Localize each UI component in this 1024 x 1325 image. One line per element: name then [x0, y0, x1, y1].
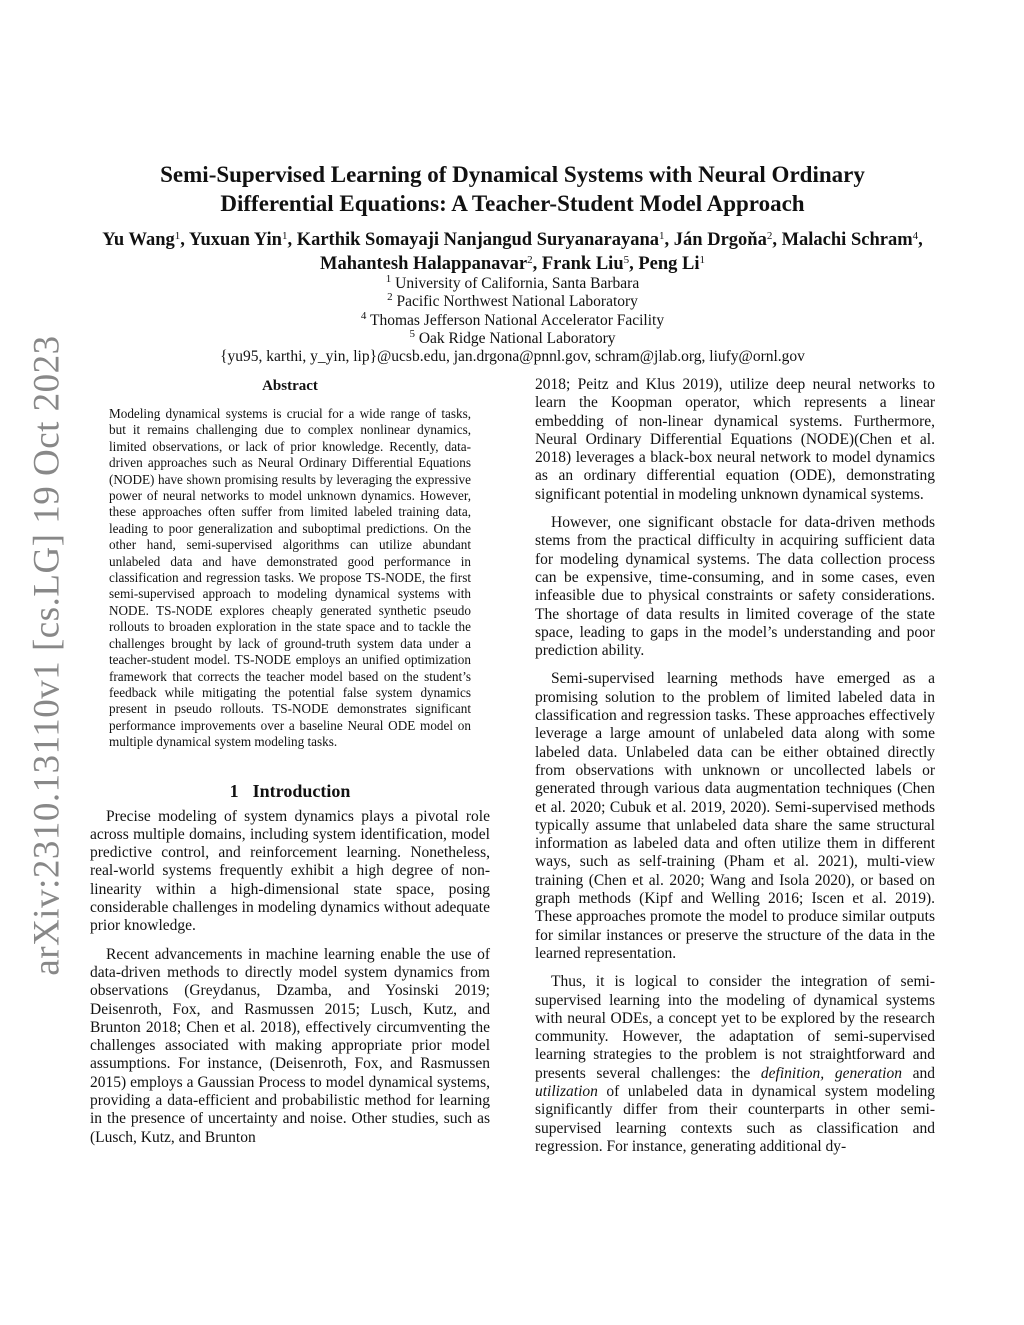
right-column — [535, 376, 935, 1156]
title-line-1: Semi-Supervised Learning of Dynamical Systems with Neural Ordinary — [160, 162, 865, 187]
abstract-text: Modeling dynamical systems is crucial for a wide range of tasks, but it remains challenging due to complex nonlinear dynamics, limited observations, or lack of prior knowledge. Recently, data-driven approaches such as Neural Ordinary Differential Equations (NODE) have shown promising results by leveraging the expressive power of neural networks to model unknown dynamics. However, these approaches often suffer from limited labeled training data, leading to poor generalization and suboptimal predictions. On the other hand, semi-supervised algorithms can utilize abundant unlabeled data and have demonstrated good performance in classification and regression tasks. We propose TS-NODE, the first semi-supervised approach to modeling dynamical systems with NODE. TS-NODE explores cheaply generated synthetic pseudo rollouts to broaden exploration in the state space and to tackle the challenges brought by lack of ground-truth system data under a teacher-student model. TS-NODE employs an unified optimization framework that corrects the teacher model based on the student’s feedback while mitigating the potential false system dynamics present in pseudo rollouts. TS-NODE demonstrates significant performance improvements over a baseline Neural ODE model on multiple dynamical system modeling tasks. — [109, 406, 471, 750]
affiliation: $^4$ Thomas Jefferson National Accelerator Facility — [360, 309, 665, 329]
body-paragraph: 2018; Peitz and Klus 2019), utilize deep neural networks to learn the Koopman operator, which represents a linear embedding of non-linear dynamical systems. Furthermore, Neural Ordinary Differential Equations (NODE)(Chen et al. 2018) leverages a black-box neural network to model dynamics as an ordinary differential equation (ODE), demonstrating significant potential in modeling unknown dynamical systems. — [535, 376, 935, 503]
abstract-heading: Abstract — [262, 378, 318, 394]
author: Yuxuan Yin$^1$, — [188, 230, 297, 250]
body-paragraph: Semi-supervised learning methods have emerged as a promising solution to the problem of limited labeled data in classification and regression tasks. These approaches effectively leverage a large amount of unlabeled data along with some labeled data. Unlabeled data can be either obtained directly from observations with unknown or uncollected labels or generated through various data augmentation techniques (Chen et al. 2020; Cubuk et al. 2019, 2020). Semi-supervised methods typically assume that unlabeled data share the same structural information as labeled data and often utilize them in different ways, such as self-training (Pham et al. 2021), multi-view training (Chen et al. 2020; Wang and Isola 2020), or based on graph methods (Kipf and Welling 2016; Iscen et al. 2019). These approaches promote the model to produce similar outputs for similar instances or preserve the structure of the data in the learned representation. — [535, 670, 935, 962]
affiliation: $^5$ Oak Ridge National Laboratory — [409, 327, 616, 347]
section-title: Introduction — [252, 780, 351, 801]
author: Yu Wang$^1$, — [102, 230, 189, 250]
section-heading-introduction — [90, 779, 490, 803]
author: Karthik Somayaji Nanjangud Suryanarayana$^1$, — [296, 230, 674, 250]
author: Mahantesh Halappanavar$^2$, — [319, 254, 542, 274]
body-paragraph: Recent advancements in machine learning enable the use of data-driven methods to directly model system dynamics from observations (Greydanus, Dzamba, and Yosinski 2019; Deisenroth, Fox, and Rasmussen 2015; Lusch, Kutz, and Brunton 2018; Chen et al. 2018), effectively circumventing the challenges associated with making appropriate prior model assumptions. For instance, (Deisenroth, Fox, and Rasmussen 2015) employs a Gaussian Process to model dynamical systems, providing a data-efficient and probabilistic method for learning in the presence of uncertainty and noise. Other studies, such as (Lusch, Kutz, and Brunton — [90, 945, 490, 1146]
affiliations — [90, 275, 935, 366]
body-paragraph: Thus, it is logical to consider the integration of semi-supervised learning into the modeling of dynamical systems with neural ODEs, a concept yet to be explored by the research community. However, the adaptation of semi-supervised learning strategies to the problem is not straightforward and presents several challenges: the definition, generation and utilization of unlabeled data in dynamical system modeling significantly differ from their counterparts in other semi-supervised learning contexts such as classification and regression. For instance, generating additional dy- — [535, 973, 935, 1155]
arxiv-identifier-text: arXiv:2310.13110v1 [cs.LG] 19 Oct 2023 — [26, 334, 68, 976]
author-list — [90, 228, 935, 276]
body-paragraph: However, one significant obstacle for data-driven methods stems from the practical difficulty in acquiring sufficient data for modeling dynamical systems. The data collection process can be expensive, time-consuming, and in some cases, even infeasible due to physical constraints or safety considerations. The shortage of data results in limited coverage of the state space, leading to gaps in the model’s understanding and poor prediction ability. — [535, 514, 935, 660]
author: Malachi Schram$^4$, — [781, 230, 923, 250]
author: Peng Li$^1$ — [638, 254, 706, 274]
arxiv-identifier — [26, 334, 68, 976]
author-emails: {yu95, karthi, y_yin, lip}@ucsb.edu, jan.drgona@pnnl.gov, schram@jlab.org, liufy@ornl.gov — [220, 348, 805, 366]
left-column — [90, 376, 490, 1147]
title-line-2: Differential Equations: A Teacher-Student Model Approach — [220, 191, 805, 216]
affiliation: $^1$ University of California, Santa Barbara — [385, 273, 640, 292]
affiliation: $^2$ Pacific Northwest National Laboratory — [387, 291, 638, 311]
section-number: 1 — [229, 780, 239, 801]
author: Frank Liu$^5$, — [541, 254, 639, 274]
author: Ján Drgoňa$^2$, — [673, 230, 782, 250]
body-paragraph: Precise modeling of system dynamics plays a pivotal role across multiple domains, including system identification, model predictive control, and reinforcement learning. Nonetheless, real-world systems frequently exhibit a high degree of non-linearity within a high-dimensional state space, posing considerable challenges in modeling dynamics without adequate prior knowledge. — [90, 807, 490, 935]
paper-title — [90, 160, 935, 218]
